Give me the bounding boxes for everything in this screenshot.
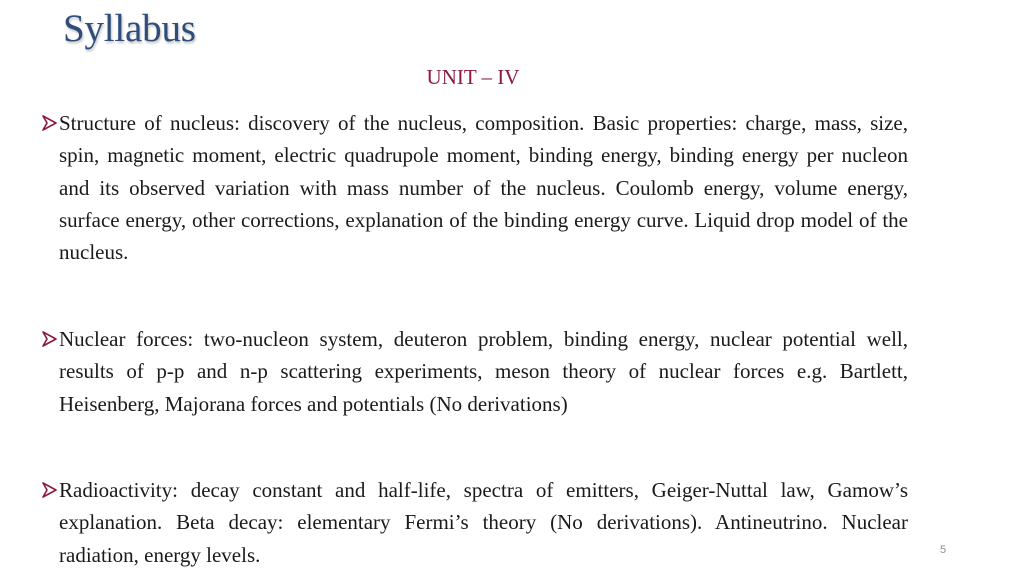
bullet-text: Structure of nucleus: discovery of the nucleus, composition. Basic properties: charge, mass, size, spin, magnetic moment, electric quadrupole moment, binding energy, binding energy per nucleon and its observed variation with mass number of the nucleus. Coulomb energy, volume energy, surface energy, other corrections, explanation of the binding energy curve. Liquid drop model of the nucleus. [59, 111, 908, 265]
slide-subtitle: UNIT – IV [426, 65, 520, 89]
arrow-bullet-icon [42, 331, 57, 347]
arrow-bullet-icon [42, 482, 57, 498]
page-number: 5 [939, 544, 947, 556]
bullet-item-structure [42, 107, 908, 268]
bullet-item-nuclear-forces [42, 323, 908, 420]
slide-title: Syllabus [63, 7, 196, 50]
bullet-item-radioactivity [42, 474, 908, 571]
arrow-bullet-icon [42, 115, 57, 131]
bullet-text: Radioactivity: decay constant and half-life, spectra of emitters, Geiger-Nuttal law, Gamow’s explanation. Beta decay: elementary Fermi’s theory (No derivations). Antineutrino. Nuclear radiation, energy levels. [59, 478, 908, 567]
bullet-text: Nuclear forces: two-nucleon system, deuteron problem, binding energy, nuclear potential well, results of p-p and n-p scattering experiments, meson theory of nuclear forces e.g. Bartlett, Heisenberg, Majorana forces and potentials (No derivations) [59, 327, 908, 416]
